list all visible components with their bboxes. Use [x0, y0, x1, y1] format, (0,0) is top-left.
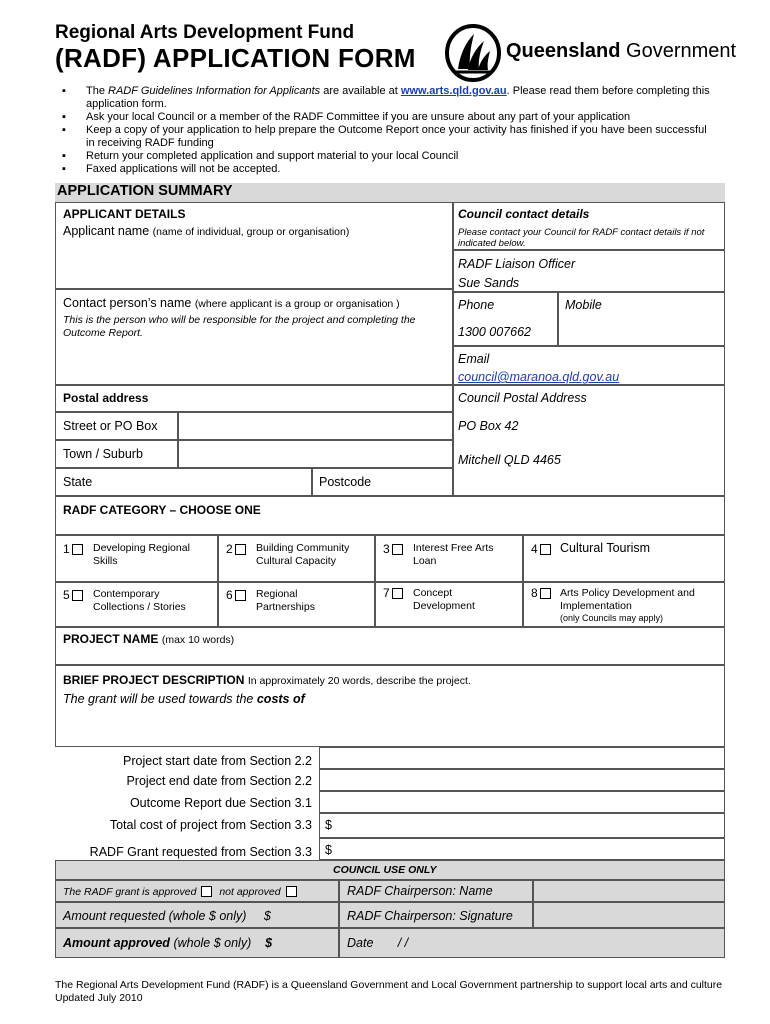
form-title-line1: Regional Arts Development Fund: [55, 22, 355, 43]
council-mobile-cell: Mobile: [558, 292, 725, 346]
category-2-checkbox[interactable]: [235, 544, 246, 555]
council-email-link[interactable]: council@maranoa.qld.gov.au: [458, 370, 620, 384]
grant-requested-label: RADF Grant requested from Section 3.3: [89, 845, 312, 859]
grant-requested-input[interactable]: $: [319, 838, 725, 860]
outcome-report-label: Outcome Report due Section 3.1: [129, 796, 312, 810]
total-cost-input[interactable]: $: [319, 813, 725, 838]
contact-person-label: Contact person’s name (where applicant is a group or organisation ): [63, 296, 400, 310]
council-use-heading-bar: [55, 860, 725, 880]
category-heading-cell: RADF CATEGORY – CHOOSE ONE: [55, 496, 725, 535]
town-label-cell: Town / Suburb: [55, 440, 178, 468]
outcome-report-input[interactable]: [319, 791, 725, 813]
applicant-name-label: Applicant name (name of individual, group or organisation): [63, 224, 350, 238]
note-faxed: ▪ Faxed applications will not be accepted.: [60, 163, 710, 176]
postcode-input[interactable]: Postcode: [312, 468, 453, 496]
category-1-checkbox[interactable]: [72, 544, 83, 555]
council-phone: 1300 007662: [458, 325, 531, 339]
start-date-label: Project start date from Section 2.2: [123, 754, 312, 768]
logo-wordmark: Queensland Government: [506, 40, 737, 62]
category-3-checkbox[interactable]: [392, 544, 403, 555]
contact-person-note: This is the person who will be responsible for the project and completing the Outcome Report.: [63, 314, 416, 339]
postal-address-heading: Postal address: [55, 385, 453, 412]
note-keep-copy: ▪ Keep a copy of your application to help prepare the Outcome Report once your activity has finished if you have been successful in receiving RADF funding: [60, 124, 710, 150]
project-name-field[interactable]: PROJECT NAME (max 10 words): [55, 627, 725, 665]
summary-heading: APPLICATION SUMMARY: [57, 183, 233, 199]
chair-name-input[interactable]: [533, 880, 725, 902]
category-4-checkbox[interactable]: [540, 544, 551, 555]
project-description-field[interactable]: BRIEF PROJECT DESCRIPTION In approximately 20 words, describe the project. The grant will be used towards the costs of: [55, 665, 725, 747]
street-label-cell: Street or PO Box: [55, 412, 178, 440]
not-approved-checkbox[interactable]: [286, 886, 297, 897]
liaison-officer-cell: RADF Liaison Officer Sue Sands: [453, 250, 725, 292]
note-guidelines: ▪ The RADF Guidelines Information for Applicants are available at www.arts.qld.gov.au. Please read them before completing this application form.: [60, 85, 710, 111]
chair-name-label-cell: RADF Chairperson: Name: [339, 880, 533, 902]
applicant-name-field[interactable]: [55, 202, 453, 289]
category-option-1[interactable]: 1 Developing Regional Skills: [55, 535, 218, 582]
total-cost-label: Total cost of project from Section 3.3: [109, 818, 312, 832]
date-cell[interactable]: Date / /: [339, 928, 725, 958]
amount-approved-cell[interactable]: Amount approved (whole $ only) $: [55, 928, 339, 958]
category-option-8[interactable]: 8 Arts Policy Development and Implementation (only Councils may apply): [523, 582, 725, 627]
council-contact-heading-cell: Council contact details Please contact your Council for RADF contact details if not indicated below.: [453, 202, 725, 250]
chair-sig-input[interactable]: [533, 902, 725, 928]
liaison-officer-name: Sue Sands: [458, 276, 520, 290]
end-date-label: Project end date from Section 2.2: [126, 774, 312, 788]
arts-website-link[interactable]: www.arts.qld.gov.au: [400, 85, 507, 97]
summary-heading-bar: [55, 183, 725, 202]
amount-requested-cell[interactable]: Amount requested (whole $ only) $: [55, 902, 339, 928]
state-input[interactable]: State: [55, 468, 312, 496]
category-option-4[interactable]: 4 Cultural Tourism: [523, 535, 725, 582]
council-use-heading: COUNCIL USE ONLY: [333, 864, 437, 876]
town-input[interactable]: [178, 440, 453, 468]
council-postal-cell: Council Postal Address PO Box 42 Mitchell QLD 4465: [453, 385, 725, 496]
category-option-2[interactable]: 2 Building Community Cultural Capacity: [218, 535, 375, 582]
qld-crest-icon: [444, 24, 502, 82]
applicant-details-label: APPLICANT DETAILS: [63, 207, 186, 221]
category-option-7[interactable]: 7 Concept Development: [375, 582, 523, 627]
footer-line2: Updated July 2010: [55, 992, 143, 1004]
note-ask-council: ▪ Ask your local Council or a member of the RADF Committee if you are unsure about any part of your application: [60, 111, 710, 124]
category-8-checkbox[interactable]: [540, 588, 551, 599]
form-title-line2: (RADF) APPLICATION FORM: [55, 43, 416, 73]
category-option-6[interactable]: 6 Regional Partnerships: [218, 582, 375, 627]
approval-cell: The RADF grant is approved not approved: [55, 880, 339, 902]
category-7-checkbox[interactable]: [392, 588, 403, 599]
application-form: [55, 183, 725, 963]
contact-person-field[interactable]: [55, 289, 453, 385]
footer-line1: The Regional Arts Development Fund (RADF) is a Queensland Government and Local Government partnership to support local arts and culture: [55, 979, 723, 991]
start-date-input[interactable]: [319, 747, 725, 769]
note-return: ▪ Return your completed application and support material to your local Council: [60, 150, 710, 163]
footer: [55, 979, 722, 1005]
instruction-notes: [60, 85, 710, 176]
category-6-checkbox[interactable]: [235, 590, 246, 601]
street-input[interactable]: [178, 412, 453, 440]
chair-sig-label-cell: RADF Chairperson: Signature: [339, 902, 533, 928]
council-phone-cell: Phone 1300 007662: [453, 292, 558, 346]
category-option-3[interactable]: 3 Interest Free Arts Loan: [375, 535, 523, 582]
category-5-checkbox[interactable]: [72, 590, 83, 601]
approved-checkbox[interactable]: [201, 886, 212, 897]
queensland-government-logo: [444, 24, 737, 82]
council-email-cell: Email council@maranoa.qld.gov.au: [453, 346, 725, 385]
end-date-input[interactable]: [319, 769, 725, 791]
category-option-5[interactable]: 5 Contemporary Collections / Stories: [55, 582, 218, 627]
